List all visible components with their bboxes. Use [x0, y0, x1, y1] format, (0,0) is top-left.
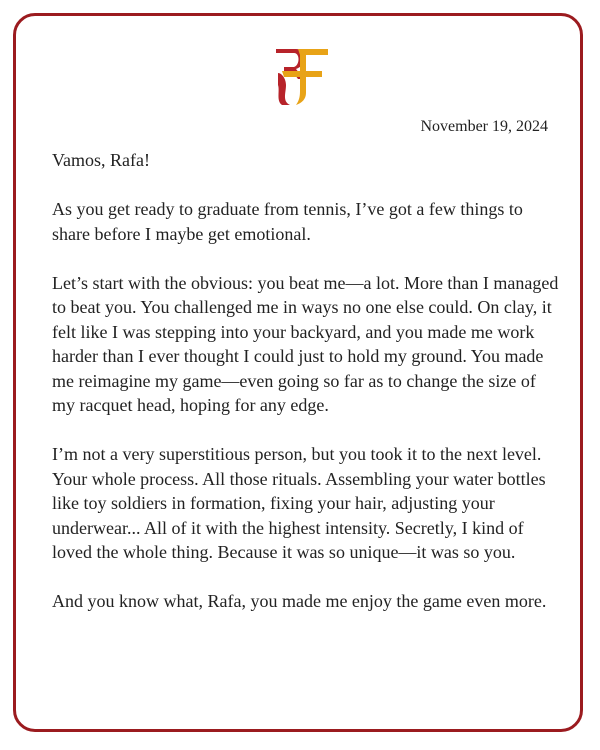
paragraph-1: As you get ready to graduate from tennis, I’ve got a few things to share before I maybe get emotional.: [52, 199, 523, 244]
paragraph-2: Let’s start with the obvious: you beat me—a lot. More than I managed to beat you. You challenged me in ways no one else could. On clay, it felt like I was stepping into your backyard, and you made me work harder than I ever thought I could just to hold my ground. You made me reimagine my game—even going so far as to change the size of my racquet head, hoping for any edge.: [52, 272, 559, 415]
rf-logo: [272, 45, 332, 107]
letter-body: [52, 148, 562, 638]
letter-date: November 19, 2024: [420, 118, 548, 135]
salutation: Vamos, Rafa!: [52, 150, 150, 170]
paragraph-4: And you know what, Rafa, you made me enjoy the game even more.: [52, 591, 547, 611]
paragraph-3: I’m not a very superstitious person, but you took it to the next level. Your whole process. All those rituals. Assembling your water bottles like toy soldiers in formation, fixing your hair, adjusting your underwear... All of it with the highest intensity. Secretly, I kind of loved the whole thing. Because it was so unique—it was so you.: [52, 444, 546, 562]
